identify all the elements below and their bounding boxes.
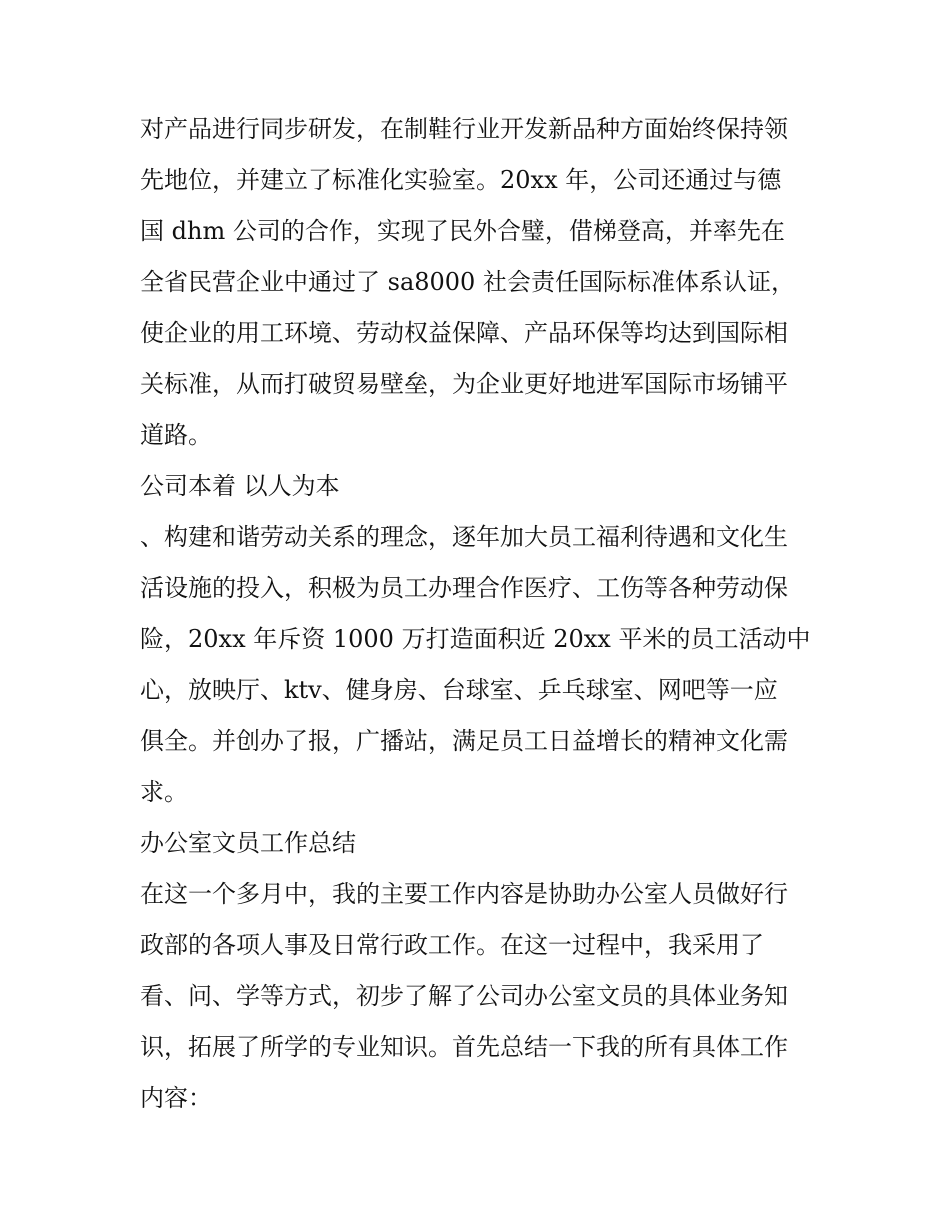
text-line: 活设施的投入，积极为员工办理合作医疗、工伤等各种劳动保 — [140, 574, 788, 602]
text-line: 险，20xx 年斥资 1000 万打造面积近 20xx 平米的员工活动中 — [140, 625, 811, 653]
text-line: 、构建和谐劳动关系的理念，逐年加大员工福利待遇和文化生 — [140, 523, 788, 551]
text-line: 求。 — [140, 778, 188, 806]
text-line: 先地位，并建立了标准化实验室。20xx 年，公司还通过与德 — [140, 166, 782, 194]
text-line: 对产品进行同步研发，在制鞋行业开发新品种方面始终保持领 — [140, 115, 788, 143]
text-line: 识，拓展了所学的专业知识。首先总结一下我的所有具体工作 — [140, 1033, 788, 1061]
text-line: 关标准，从而打破贸易壁垒，为企业更好地进军国际市场铺平 — [140, 370, 788, 398]
text-line: 看、问、学等方式，初步了解了公司办公室文员的具体业务知 — [140, 982, 788, 1010]
text-line: 国 dhm 公司的合作，实现了民外合璧，借梯登高，并率先在 — [140, 217, 785, 245]
text-line: 在这一个多月中，我的主要工作内容是协助办公室人员做好行 — [140, 880, 788, 908]
text-line: 全省民营企业中通过了 sa8000 社会责任国际标准体系认证， — [140, 268, 795, 296]
text-line: 心，放映厅、ktv、健身房、台球室、乒乓球室、网吧等一应 — [140, 676, 778, 704]
text-line: 内容： — [140, 1084, 212, 1112]
section-heading: 公司本着 以人为本 — [140, 472, 340, 500]
text-line: 使企业的用工环境、劳动权益保障、产品环保等均达到国际相 — [140, 319, 788, 347]
text-line: 政部的各项人事及日常行政工作。在这一过程中，我采用了 — [140, 931, 764, 959]
section-heading: 办公室文员工作总结 — [140, 829, 356, 857]
text-line: 俱全。并创办了报，广播站，满足员工日益增长的精神文化需 — [140, 727, 788, 755]
text-line: 道路。 — [140, 421, 212, 449]
